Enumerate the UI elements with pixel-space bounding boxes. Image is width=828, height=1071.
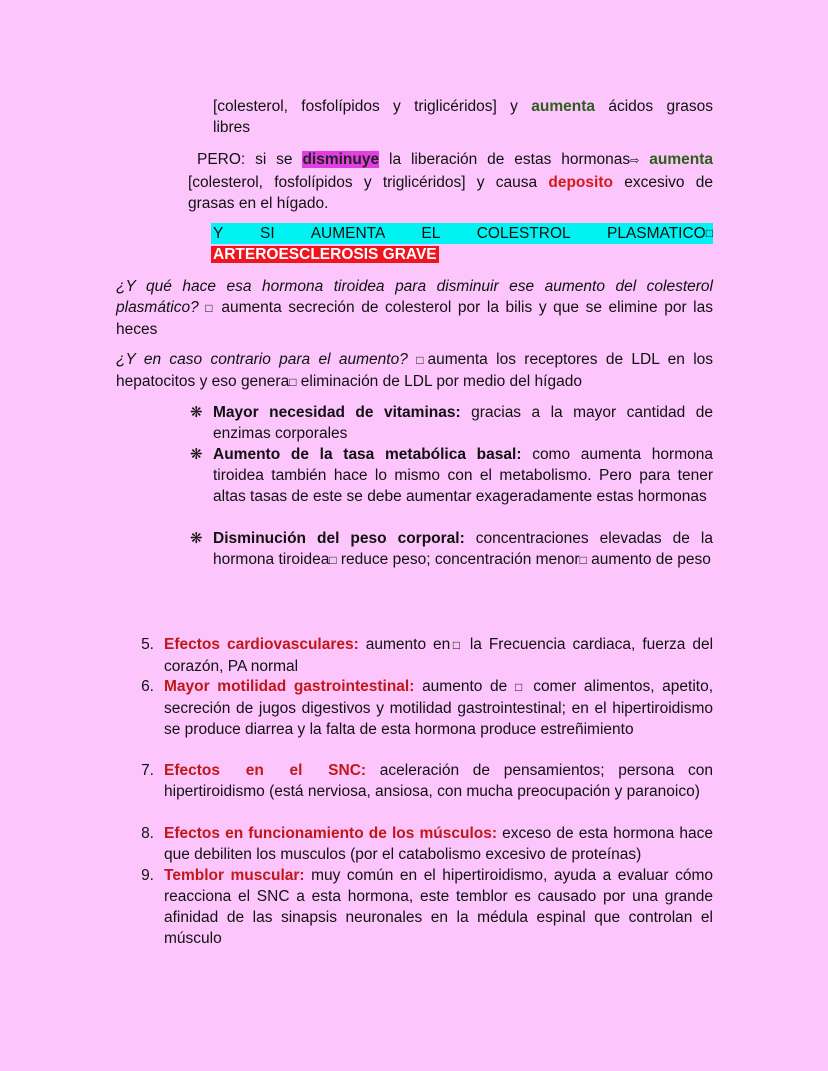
aumenta-term: aumenta [531, 98, 595, 115]
bullet-title: Aumento de la tasa metabólica basal: [213, 446, 522, 463]
alert-line-cyan [211, 223, 713, 244]
box-glyph: □ [416, 353, 428, 367]
list-item-title: Efectos en el SNC: [164, 762, 367, 779]
bullet-title: Disminución del peso corporal: [213, 530, 465, 547]
aumenta-term-2: aumenta [649, 151, 714, 168]
list-item-text: exceso de esta hormona hace que debiliten los musculos (por el catabolismo excesivo de proteínas) [164, 825, 713, 863]
question-2-text: ¿Y en caso contrario para el aumento? [116, 351, 408, 368]
list-number: 9. [141, 867, 154, 884]
list-number: 6. [141, 678, 154, 695]
box-glyph: □ [289, 375, 297, 389]
list-item-title: Efectos cardiovasculares: [164, 636, 359, 653]
paragraph-pero [188, 149, 713, 214]
bullet-icon: ❋ [190, 446, 203, 463]
para2-line3: grasas en el hígado. [188, 195, 329, 212]
box-glyph: □ [205, 301, 215, 315]
question-1-text: ¿Y qué hace esa hormona tiroidea para disminuir ese aumento del colesterol plasmático? [116, 278, 713, 316]
list-item [164, 634, 713, 677]
alert-line1: Y SI AUMENTA EL COLESTROL PLASMATICO [213, 225, 706, 242]
bullet-text-3: aumento de peso [591, 551, 711, 568]
arteroesclerosis-label: ARTEROESCLEROSIS GRAVE [213, 246, 437, 263]
list-item-text: muy común en el hipertiroidismo, ayuda a evaluar cómo reacciona el SNC a esta hormona, este temblor es causado por una grande afinidad de las sinapsis neuronales en la médula espinal que controlan el músculo [164, 867, 713, 947]
question-2 [116, 349, 713, 393]
question-1 [116, 276, 713, 340]
box-glyph: □ [450, 638, 463, 652]
list-item-title: Temblor muscular: [164, 867, 305, 884]
pero-mid: la liberación de estas hormonas [389, 151, 631, 168]
list-item [164, 865, 713, 949]
question-2-answer-2: eliminación de LDL por medio del hígado [300, 373, 582, 390]
bullet-icon: ❋ [190, 530, 203, 547]
list-item [164, 760, 713, 802]
bullet-text: como aumenta hormona tiroidea también hace lo mismo con el metabolismo. Pero para tener altas tasas de este se debe aumentar exageradamente estas hormonas [213, 446, 713, 505]
list-item-text: aceleración de pensamientos; persona con hipertiroidismo (está nerviosa, ansiosa, con mucha preocupación y paranoico) [164, 762, 714, 800]
paragraph-lipids [213, 96, 713, 138]
list-number: 7. [141, 762, 154, 779]
box-glyph: □ [514, 680, 526, 694]
bullet-title: Mayor necesidad de vitaminas: [213, 404, 461, 421]
para2-line2-start: [colesterol, fosfolípidos y triglicéridos] y causa [188, 174, 538, 191]
bullet-text-2: reduce peso; concentración menor [340, 551, 580, 568]
pero-text: PERO: si se [197, 151, 293, 168]
para1-line1-start: [colesterol, fosfolípidos y triglicéridos] y [213, 98, 518, 115]
list-item-pre: aumento de [422, 678, 508, 695]
alert-block [211, 223, 713, 265]
list-item [164, 823, 713, 865]
list-item-pre: aumento en [365, 636, 451, 653]
alert-box-glyph: □ [705, 226, 713, 240]
list-item-title: Efectos en funcionamiento de los músculos: [164, 825, 498, 842]
list-item-text: la Frecuencia cardiaca, fuerza del corazón, PA normal [164, 636, 714, 675]
bullet-item [213, 402, 713, 444]
box-glyph: □ [329, 553, 337, 567]
question-2-answer-1: aumenta los receptores de LDL en los hepatocitos y eso genera [116, 351, 714, 390]
bullet-item [213, 444, 713, 507]
box-glyph: □ [579, 553, 587, 567]
list-number: 8. [141, 825, 154, 842]
list-number: 5. [141, 636, 154, 653]
arrow-glyph: ⇨ [630, 155, 640, 167]
bullet-text: concentraciones elevadas de la hormona tiroidea [213, 530, 713, 568]
list-item-text: comer alimentos, apetito, secreción de jugos digestivos y motilidad gastrointestinal; en el hipertiroidismo se produce diarrea y la falta de esta hormona produce estreñimiento [164, 678, 714, 738]
question-1-answer: aumenta secreción de colesterol por la bilis y que se elimine por las heces [116, 299, 713, 338]
bullet-icon: ❋ [190, 404, 203, 421]
bullet-item [213, 528, 713, 571]
deposito-term: deposito [548, 174, 613, 191]
para1-line1-end: ácidos grasos [608, 98, 714, 115]
disminuye-highlight: disminuye [302, 151, 380, 168]
list-item-title: Mayor motilidad gastrointestinal: [164, 678, 415, 695]
list-item [164, 676, 713, 740]
para1-line2: libres [213, 119, 251, 136]
para2-line2-end: excesivo de [624, 174, 714, 191]
bullet-text: gracias a la mayor cantidad de enzimas corporales [213, 404, 713, 442]
